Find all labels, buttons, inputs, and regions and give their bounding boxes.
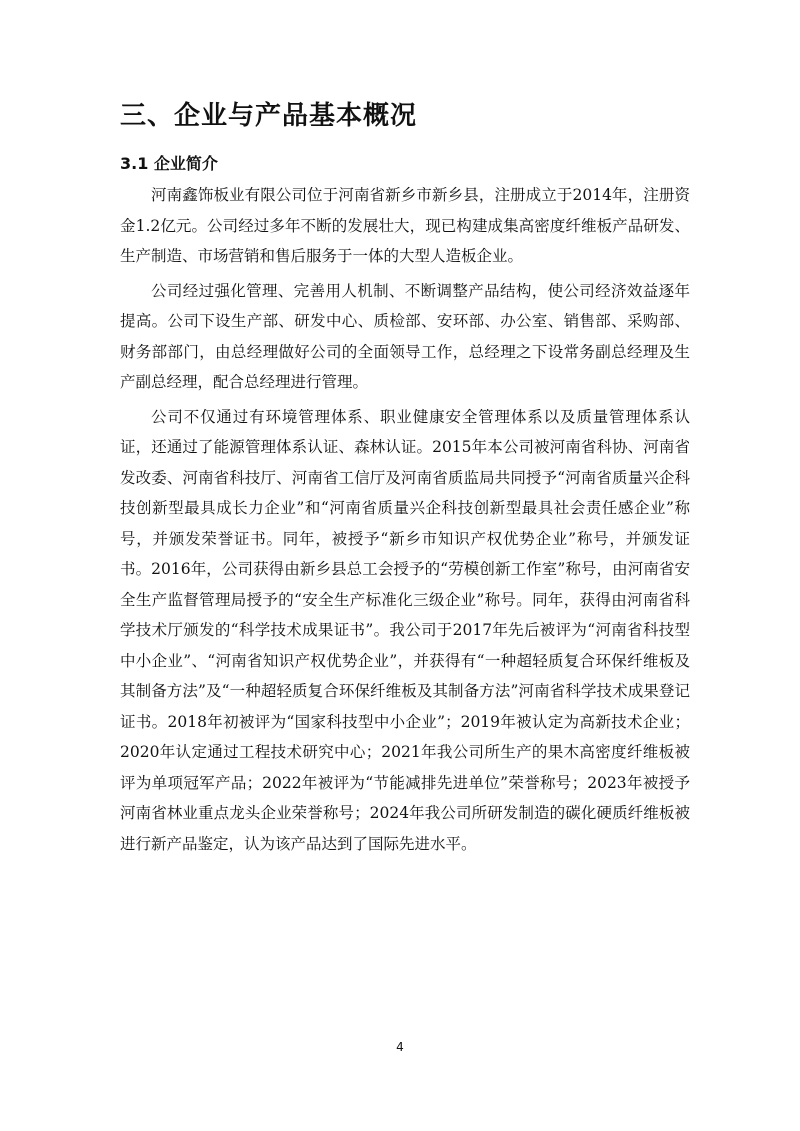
paragraph-1: 河南鑫饰板业有限公司位于河南省新乡市新乡县，注册成立于2014年，注册资金1.2亿元。公司经过多年不断的发展壮大，现已构建成集高密度纤维板产品研发、生产制造、市场营销和售后服务于一体的大型人造板企业。	[120, 186, 690, 265]
paragraph-2: 公司经过强化管理、完善用人机制、不断调整产品结构，使公司经济效益逐年提高。公司下设生产部、研发中心、质检部、安环部、办公室、销售部、采购部、财务部部门，由总经理做好公司的全面领导工作，总经理之下设常务副总经理及生产副总经理，配合总经理进行管理。	[120, 281, 690, 391]
paragraph-3: 公司不仅通过有环境管理体系、职业健康安全管理体系以及质量管理体系认证，还通过了能源管理体系认证、森林认证。2015年本公司被河南省科协、河南省发改委、河南省科技厅、河南省工信厅及河南省质监局共同授予“河南省质量兴企科技创新型最具成长力企业”和“河南省质量兴企科技创新型最具社会责任感企业”称号，并颁发荣誉证书。同年，被授予“新乡市知识产权优势企业”称号，并颁发证书。2016年，公司获得由新乡县总工会授予的“劳模创新工作室”称号，由河南省安全生产监督管理局授予的“安全生产标准化三级企业”称号。同年，获得由河南省科学技术厅颁发的“科学技术成果证书”。我公司于2017年先后被评为“河南省科技型中小企业”、“河南省知识产权优势企业”，并获得有“一种超轻质复合环保纤维板及其制备方法”及“一种超轻质复合环保纤维板及其制备方法”河南省科学技术成果登记证书。2018年初被评为“国家科技型中小企业”；2019年被认定为高新技术企业；2020年认定通过工程技术研究中心；2021年我公司所生产的果木高密度纤维板被评为单项冠军产品；2022年被评为“节能减排先进单位”荣誉称号；2023年被授予河南省林业重点龙头企业荣誉称号；2024年我公司所研发制造的碳化硬质纤维板被进行新产品鉴定，认为该产品达到了国际先进水平。	[120, 407, 690, 853]
chapter-title: 三、企业与产品基本概况	[120, 101, 418, 131]
page-number: 4	[396, 1040, 404, 1054]
section-body	[120, 180, 690, 863]
section-heading: 3.1 企业简介	[120, 154, 218, 173]
